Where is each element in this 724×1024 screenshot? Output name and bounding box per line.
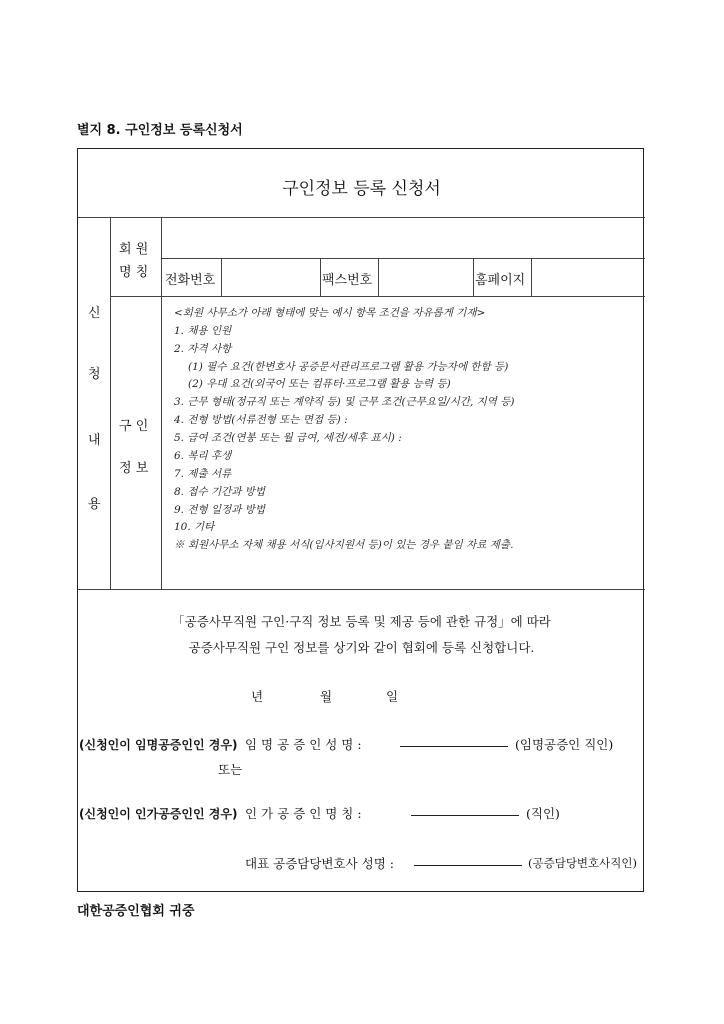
contact-row-divider — [110, 296, 645, 297]
authorized-notary-title-label: 인 가 공 증 인 명 칭 : — [245, 806, 362, 821]
requirement-line: 3. 근무 형태(정규직 또는 계약직 등) 및 근무 조건(근무요일/시간, 지역 등) — [174, 396, 515, 408]
section-label-char: 청 — [88, 367, 101, 382]
date-day-label: 일 — [386, 689, 399, 704]
representative-name-label: 대표 공증담당변호사 성명 : — [245, 856, 394, 871]
authorized-notary-condition: (신청인이 인가공증인인 경우) — [79, 807, 238, 821]
member-name-field[interactable] — [162, 219, 644, 257]
date-month-label: 월 — [320, 689, 333, 704]
document-title: 구인정보 등록 신청서 — [282, 179, 441, 199]
form-number-label: 별지 8. 구인정보 등록신청서 — [77, 123, 243, 138]
phone-field[interactable] — [222, 259, 319, 295]
requirement-note: ※ 회원사무소 자체 채용 서식(입사지원서 등)이 있는 경우 붙임 자료 제출. — [174, 539, 514, 551]
member-name-label: 회 원 — [119, 242, 149, 257]
requirement-line: <회원 사무소가 아래 형태에 맞는 예시 항목 조건을 자유롭게 기재> — [174, 307, 486, 319]
requirement-line: (1) 필수 요건(한변호사 공증문서관리프로그램 활용 가능자에 한함 등) — [188, 361, 509, 373]
appointed-notary-seal: (임명공증인 직인) — [515, 737, 614, 752]
section-label-char: 내 — [88, 433, 101, 448]
homepage-field[interactable] — [532, 259, 644, 295]
date-year-label: 년 — [251, 689, 264, 704]
appointed-notary-name-field[interactable] — [400, 736, 508, 747]
member-name-label: 명 칭 — [119, 265, 149, 280]
job-info-label: 정 보 — [119, 461, 149, 476]
fax-field[interactable] — [379, 259, 472, 295]
requirement-line: 8. 접수 기간과 방법 — [174, 486, 266, 498]
appointed-notary-name-label: 임 명 공 증 인 성 명 : — [245, 737, 362, 752]
homepage-label: 홈페이지 — [475, 273, 526, 288]
requirement-line: 9. 전형 일정과 방법 — [174, 504, 266, 516]
content-divider — [78, 589, 645, 590]
requirement-line: 1. 채용 인원 — [174, 325, 232, 337]
statement-line: 「공증사무직원 구인·구직 정보 등록 및 제공 등에 관한 규정」에 따라 — [172, 614, 551, 629]
authorized-notary-title-field[interactable] — [411, 805, 519, 816]
requirement-line: 2. 자격 사항 — [174, 343, 232, 355]
section-label-char: 용 — [88, 497, 101, 512]
title-divider — [78, 217, 645, 218]
label-column-divider — [161, 217, 162, 589]
recipient-organization: 대한공증인협회 귀중 — [77, 904, 195, 919]
phone-value-divider — [320, 258, 321, 296]
section-label-char: 신 — [88, 306, 101, 321]
phone-label: 전화번호 — [165, 273, 216, 288]
authorized-notary-seal: (직인) — [526, 806, 560, 821]
requirement-line: 5. 급여 조건(연봉 또는 월 급여, 세전/세후 표시) : — [174, 432, 402, 444]
job-info-label: 구 인 — [119, 419, 149, 434]
representative-name-field[interactable] — [414, 855, 522, 866]
requirement-line: 7. 제출 서류 — [174, 468, 232, 480]
requirement-line: 6. 복리 후생 — [174, 450, 232, 462]
appointed-notary-condition: (신청인이 임명공증인인 경우) — [79, 738, 238, 752]
fax-label: 팩스번호 — [322, 273, 373, 288]
statement-line: 공증사무직원 구인 정보를 상기와 같이 협회에 등록 신청합니다. — [188, 640, 535, 655]
section-column-divider — [110, 217, 111, 589]
requirement-line: 4. 전형 방법(서류전형 또는 면접 등) : — [174, 414, 348, 426]
or-text: 또는 — [218, 762, 243, 777]
fax-value-divider — [473, 258, 474, 296]
representative-seal: (공증담당변호사직인) — [528, 856, 637, 870]
requirement-line: 10. 기타 — [174, 521, 215, 533]
application-form — [77, 148, 644, 892]
requirement-line: (2) 우대 요건(외국어 또는 컴퓨터·프로그램 활용 능력 등) — [188, 378, 451, 390]
